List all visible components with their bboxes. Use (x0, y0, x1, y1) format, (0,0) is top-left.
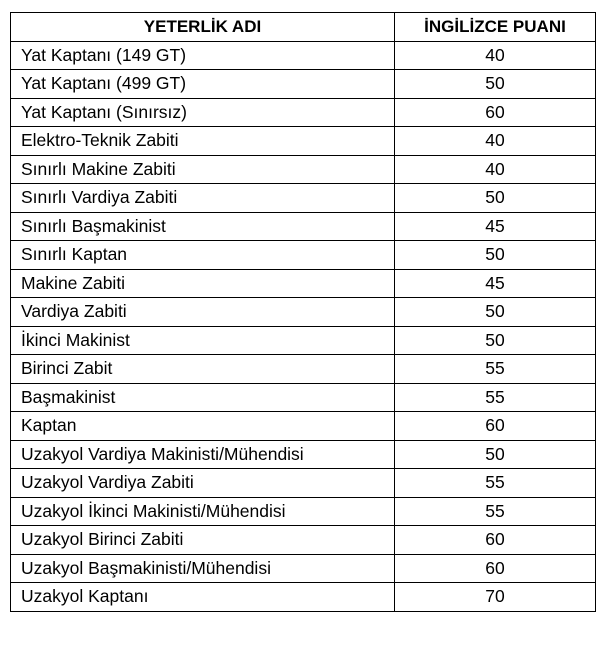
english-score-cell: 40 (395, 155, 596, 184)
qualification-name-cell: Kaptan (11, 412, 395, 441)
table-row (11, 412, 596, 441)
english-score-cell: 50 (395, 298, 596, 327)
header-english-score: İNGİLİZCE PUANI (395, 13, 596, 42)
english-score-cell: 60 (395, 98, 596, 127)
qualification-name-cell: Uzakyol Kaptanı (11, 583, 395, 612)
header-qualification-name: YETERLİK ADI (11, 13, 395, 42)
qualification-name-cell: Yat Kaptanı (149 GT) (11, 41, 395, 70)
qualification-name-cell: Uzakyol Vardiya Zabiti (11, 469, 395, 498)
table-row (11, 41, 596, 70)
qualification-name-cell: Uzakyol Başmakinisti/Mühendisi (11, 554, 395, 583)
table-row (11, 241, 596, 270)
english-score-cell: 70 (395, 583, 596, 612)
qualification-name-cell: Yat Kaptanı (499 GT) (11, 70, 395, 99)
table-row (11, 127, 596, 156)
table-row (11, 583, 596, 612)
qualification-name-cell: Sınırlı Başmakinist (11, 212, 395, 241)
qualification-name-cell: Birinci Zabit (11, 355, 395, 384)
english-score-cell: 50 (395, 184, 596, 213)
table-row (11, 184, 596, 213)
english-score-cell: 55 (395, 383, 596, 412)
english-score-cell: 60 (395, 554, 596, 583)
qualification-score-table (10, 12, 596, 612)
qualification-name-cell: Makine Zabiti (11, 269, 395, 298)
english-score-cell: 55 (395, 497, 596, 526)
english-score-cell: 50 (395, 440, 596, 469)
table-row (11, 298, 596, 327)
qualification-name-cell: Vardiya Zabiti (11, 298, 395, 327)
qualification-name-cell: Uzakyol Vardiya Makinisti/Mühendisi (11, 440, 395, 469)
table-row (11, 383, 596, 412)
english-score-cell: 45 (395, 212, 596, 241)
english-score-cell: 40 (395, 41, 596, 70)
english-score-cell: 50 (395, 70, 596, 99)
table-body (11, 41, 596, 611)
english-score-cell: 45 (395, 269, 596, 298)
english-score-cell: 60 (395, 412, 596, 441)
table-row (11, 326, 596, 355)
table-row (11, 469, 596, 498)
qualification-name-cell: Sınırlı Makine Zabiti (11, 155, 395, 184)
table-row (11, 440, 596, 469)
table-row (11, 98, 596, 127)
qualification-name-cell: Elektro-Teknik Zabiti (11, 127, 395, 156)
english-score-cell: 50 (395, 241, 596, 270)
qualification-name-cell: Yat Kaptanı (Sınırsız) (11, 98, 395, 127)
english-score-cell: 40 (395, 127, 596, 156)
table-header-row (11, 13, 596, 42)
english-score-cell: 60 (395, 526, 596, 555)
qualification-name-cell: Uzakyol İkinci Makinisti/Mühendisi (11, 497, 395, 526)
qualification-name-cell: Sınırlı Kaptan (11, 241, 395, 270)
english-score-cell: 55 (395, 355, 596, 384)
qualification-name-cell: Sınırlı Vardiya Zabiti (11, 184, 395, 213)
table-row (11, 155, 596, 184)
qualification-name-cell: İkinci Makinist (11, 326, 395, 355)
table-row (11, 554, 596, 583)
english-score-cell: 55 (395, 469, 596, 498)
qualification-name-cell: Başmakinist (11, 383, 395, 412)
english-score-cell: 50 (395, 326, 596, 355)
qualification-name-cell: Uzakyol Birinci Zabiti (11, 526, 395, 555)
table-row (11, 70, 596, 99)
table-row (11, 526, 596, 555)
table-row (11, 355, 596, 384)
table-row (11, 497, 596, 526)
table-row (11, 212, 596, 241)
table-row (11, 269, 596, 298)
